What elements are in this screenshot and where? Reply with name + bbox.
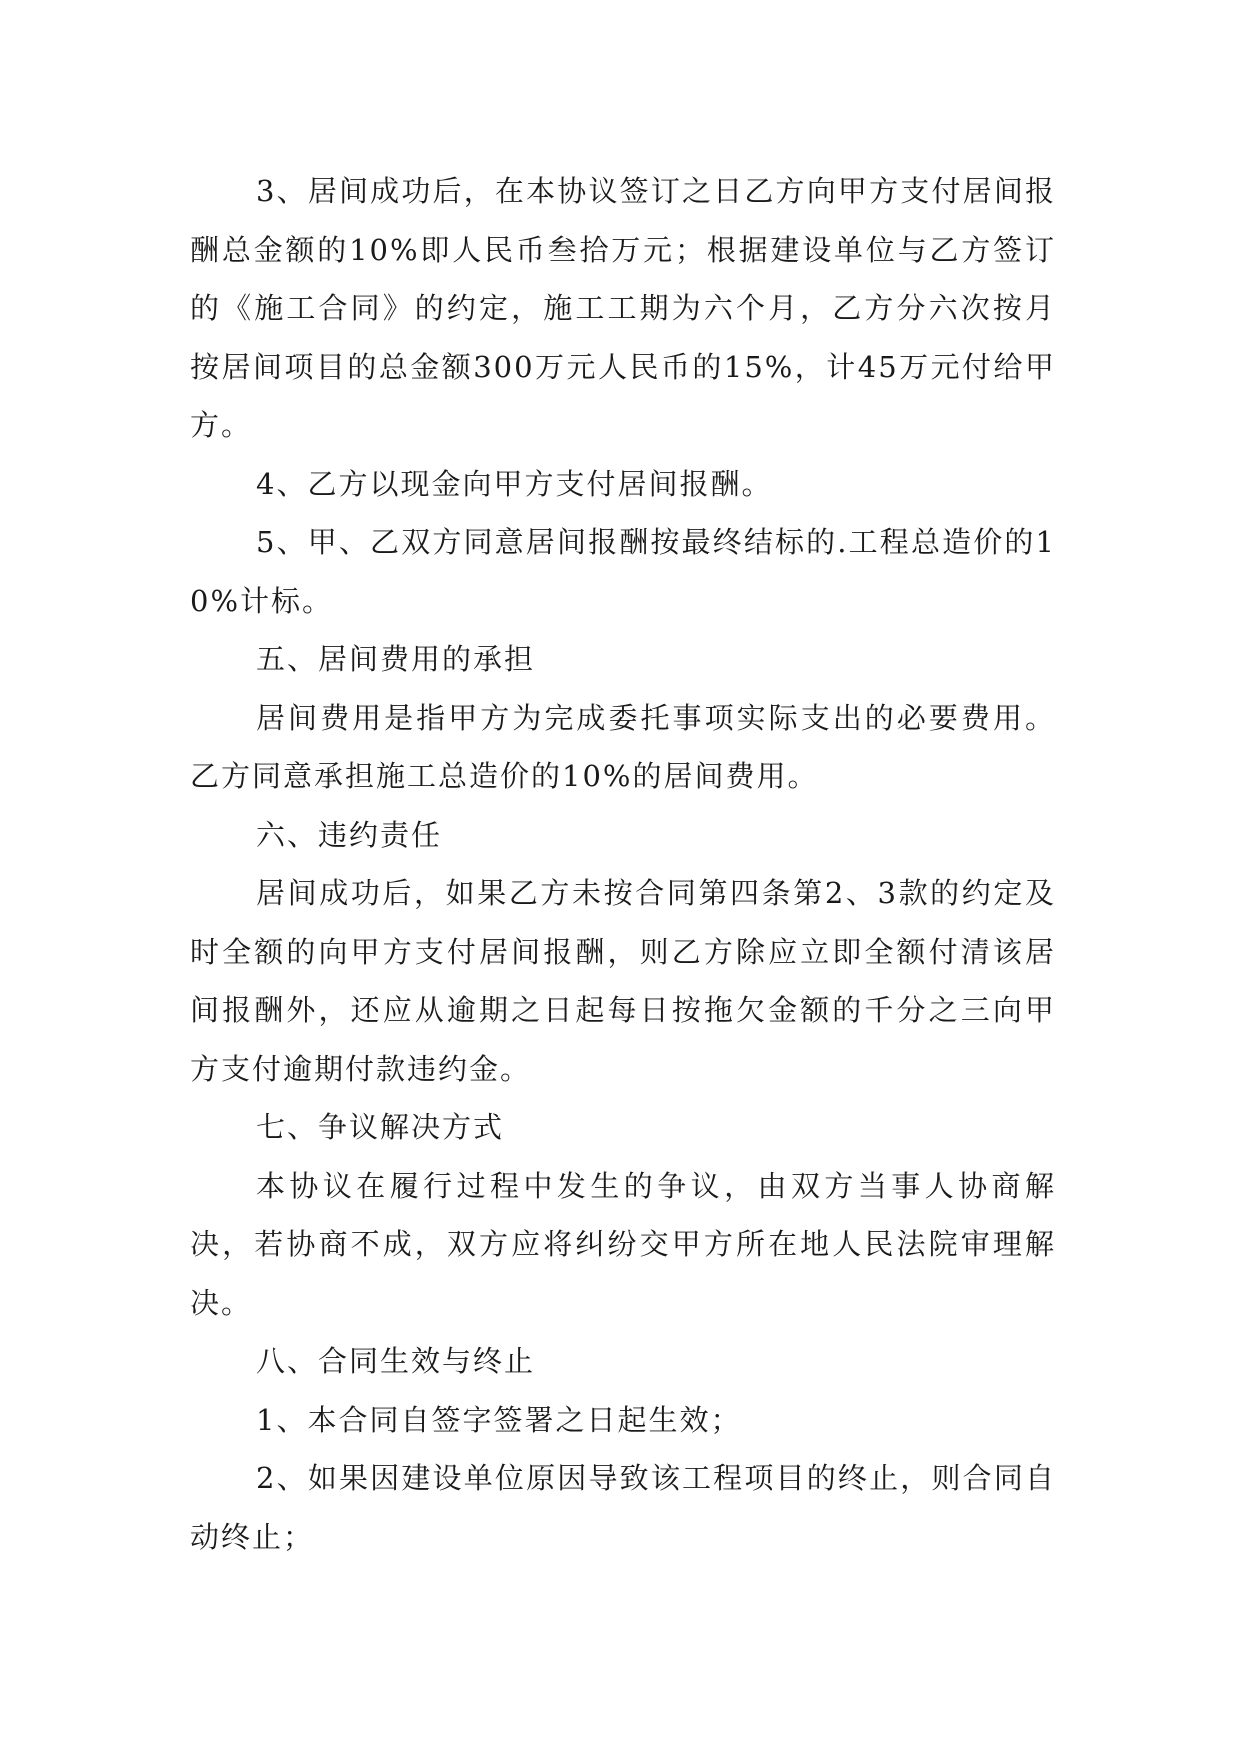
- section-heading-5: 五、居间费用的承担: [256, 642, 536, 676]
- section-heading-8: 八、合同生效与终止: [256, 1344, 536, 1378]
- clause-8-1-effective: 1、本合同自签字签署之日起生效；: [256, 1402, 742, 1437]
- section-5-body: 居间费用是指甲方为完成委托事项实际支出的必要费用。乙方同意承担施工总造价的10%的居间费用。: [190, 700, 1056, 793]
- document-body: [190, 162, 1056, 1566]
- clause-4-5-fee-basis: 5、甲、乙双方同意居间报酬按最终结标的.工程总造价的10%计标。: [190, 525, 1056, 618]
- section-6-body: 居间成功后，如果乙方未按合同第四条第2、3款的约定及时全额的向甲方支付居间报酬，则乙方除应立即全额付清该居间报酬外，还应从逾期之日起每日按拖欠金额的千分之三向甲方支付逾期付款违约金。: [190, 876, 1056, 1086]
- section-7-body: 本协议在履行过程中发生的争议，由双方当事人协商解决，若协商不成，双方应将纠纷交甲方所在地人民法院审理解决。: [190, 1168, 1056, 1320]
- clause-8-2-termination: 2、如果因建设单位原因导致该工程项目的终止，则合同自动终止；: [190, 1461, 1056, 1554]
- section-heading-7: 七、争议解决方式: [256, 1110, 505, 1144]
- clause-4-4-cash-payment: 4、乙方以现金向甲方支付居间报酬。: [256, 466, 773, 501]
- clause-4-3-payment-schedule: 3、居间成功后，在本协议签订之日乙方向甲方支付居间报酬总金额的10%即人民币叁拾万元；根据建设单位与乙方签订的《施工合同》的约定，施工工期为六个月，乙方分六次按月按居间项目的总金额300万元人民币的15%，计45万元付给甲方。: [190, 174, 1056, 442]
- section-heading-6: 六、违约责任: [256, 817, 443, 852]
